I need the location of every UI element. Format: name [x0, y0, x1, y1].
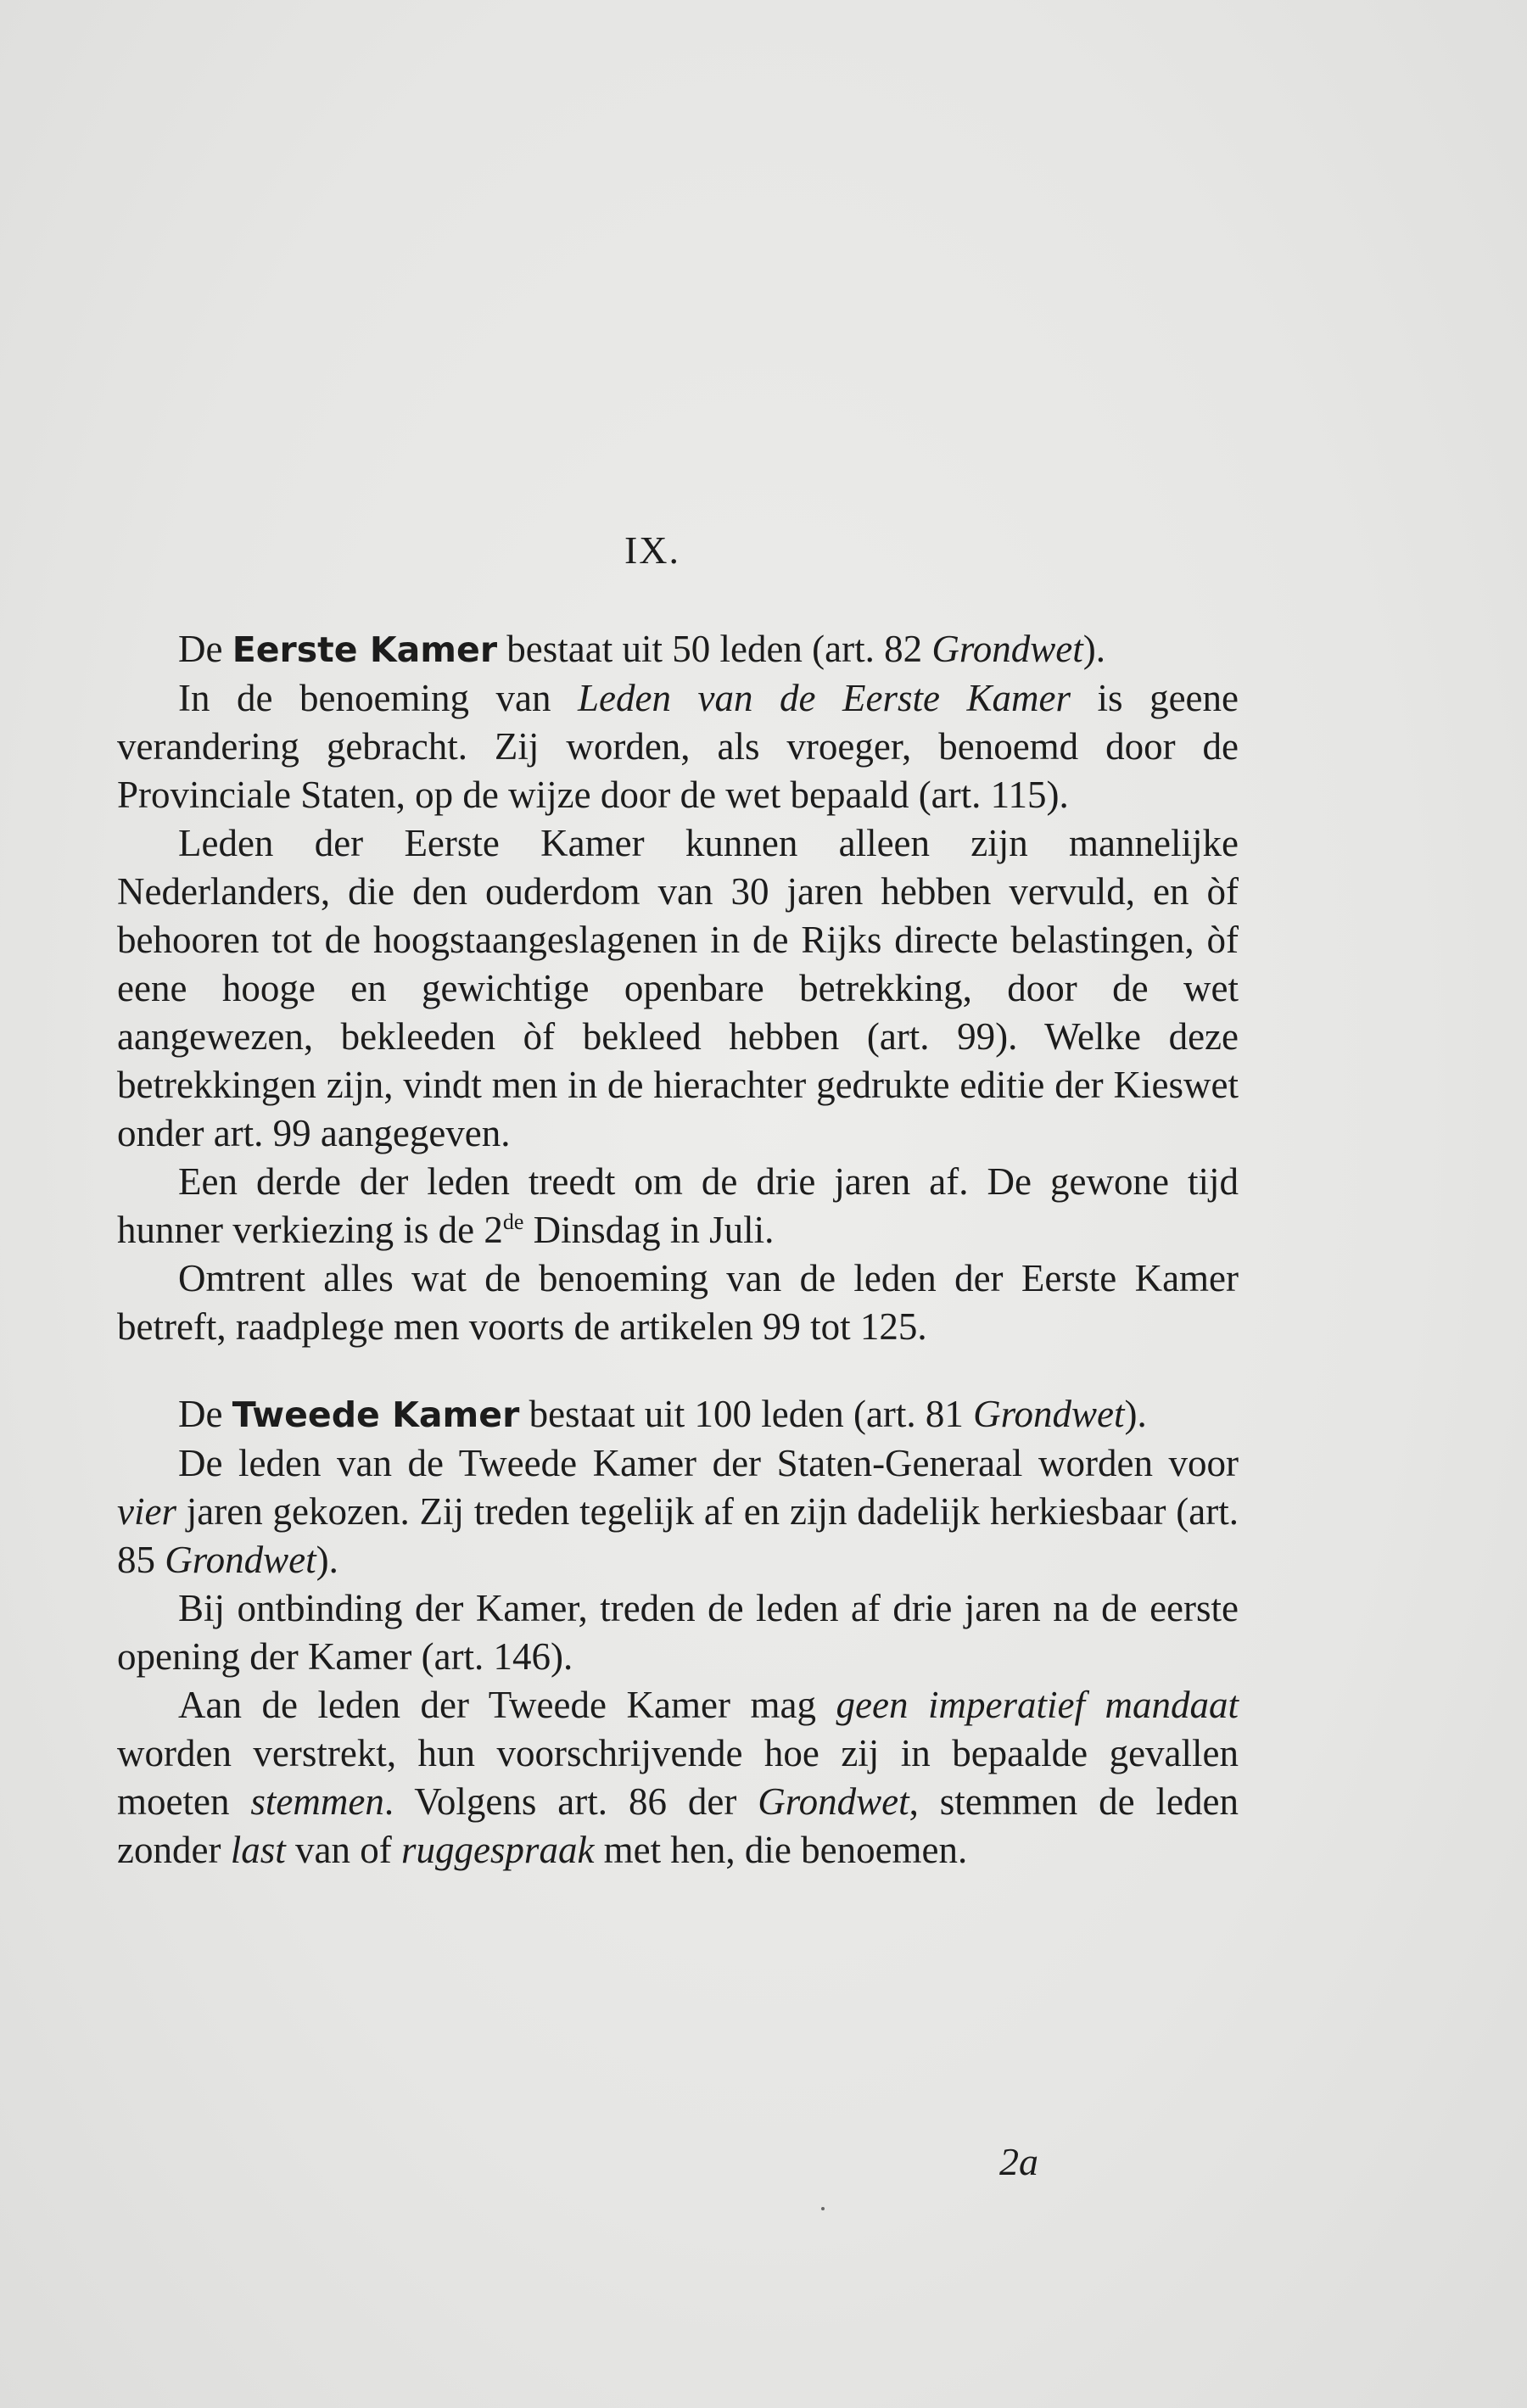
text-run: ).: [316, 1539, 338, 1581]
section-gap: [117, 1351, 1239, 1390]
italic-grondwet: Grondwet: [931, 628, 1083, 670]
text-run: , stemmen de leden zonder: [117, 1780, 1239, 1871]
text-run: worden verstrekt, hun voorschrijvende hoe zij in bepaalde gevallen moeten: [117, 1732, 1239, 1823]
italic-vier: vier: [117, 1490, 176, 1533]
italic-ruggespraak: ruggespraak: [400, 1829, 595, 1871]
signature-mark: [999, 2139, 1038, 2184]
text-run: met hen, die benoemen.: [594, 1829, 968, 1871]
signature-text: 2a: [999, 2140, 1038, 2183]
paragraph-reference: [117, 1254, 1239, 1351]
text-run: Bij ontbinding der Kamer, treden de leden af drie jaren na de eerste opening der Kamer (art. 146).: [117, 1587, 1239, 1678]
text-run: jaren gekozen. Zij treden tegelijk af en zijn dadelijk herkiesbaar (art. 85: [117, 1490, 1239, 1581]
italic-stemmen: stemmen: [250, 1780, 384, 1823]
chapter-heading: IX.: [624, 528, 681, 572]
italic-last: last: [230, 1829, 286, 1871]
page-body: [117, 526, 1239, 1874]
text-run: bestaat uit 100 leden (art. 81: [519, 1393, 974, 1435]
term-eerste-kamer: Eerste Kamer: [232, 629, 498, 670]
print-speck: [821, 2207, 825, 2210]
paragraph-term-of-office: [117, 1439, 1239, 1584]
paragraph-dissolution: [117, 1584, 1239, 1681]
paragraph-eerste-kamer-size: [117, 625, 1239, 674]
text-run: De: [178, 628, 232, 670]
text-run: van of: [285, 1829, 401, 1871]
italic-imperatief-mandaat: geen imperatief mandaat: [836, 1684, 1239, 1726]
paragraph-benoeming: [117, 674, 1239, 819]
italic-grondwet: Grondwet: [973, 1393, 1125, 1435]
text-run: Omtrent alles wat de benoeming van de leden der Eerste Kamer betreft, raadplege men voorts de artikelen 99 tot 125.: [117, 1257, 1239, 1348]
paragraph-tweede-kamer-size: [117, 1390, 1239, 1439]
text-run: ).: [1082, 628, 1105, 670]
text-run: . Volgens art. 86 der: [383, 1780, 758, 1823]
text-run: In de benoeming van: [178, 677, 578, 719]
text-run: De leden van de Tweede Kamer der Staten-Generaal worden voor: [178, 1442, 1239, 1484]
italic-grondwet: Grondwet: [165, 1539, 316, 1581]
text-run: De: [178, 1393, 232, 1435]
text-run: is geene verandering gebracht. Zij worden, als vroeger, benoemd door de Provinciale Staten, op de wijze door de wet bepaald (art. 115).: [117, 677, 1239, 816]
term-tweede-kamer: Tweede Kamer: [232, 1394, 520, 1435]
paragraph-mandate: [117, 1681, 1239, 1874]
text-run: Dinsdag in Juli.: [523, 1209, 775, 1251]
superscript-de: de: [502, 1210, 524, 1234]
text-run: Een derde der leden treedt om de drie jaren af. De gewone tijd hunner verkiezing is de 2: [117, 1160, 1239, 1251]
text-run: ).: [1124, 1393, 1147, 1435]
text-run: bestaat uit 50 leden (art. 82: [497, 628, 932, 670]
paragraph-rotation: [117, 1158, 1239, 1254]
paragraph-eligibility: [117, 819, 1239, 1158]
text-run: Leden der Eerste Kamer kunnen alleen zijn mannelijke Nederlanders, die den ouderdom van 30 jaren hebben vervuld, en òf behooren tot de hoogstaangeslagenen in de Rijks directe belastingen, òf eene hooge en gewichtige openbare betrekking, door de wet aangewezen, bekleeden òf bekleed hebben (art. 99). Welke deze betrekkingen zijn, vindt men in de hierachter gedrukte editie der Kieswet onder art. 99 aangegeven.: [117, 822, 1239, 1154]
text-run: Aan de leden der Tweede Kamer mag: [178, 1684, 836, 1726]
italic-grondwet: Grondwet: [758, 1780, 909, 1823]
italic-leden-eerste-kamer: Leden van de Eerste Kamer: [578, 677, 1071, 719]
